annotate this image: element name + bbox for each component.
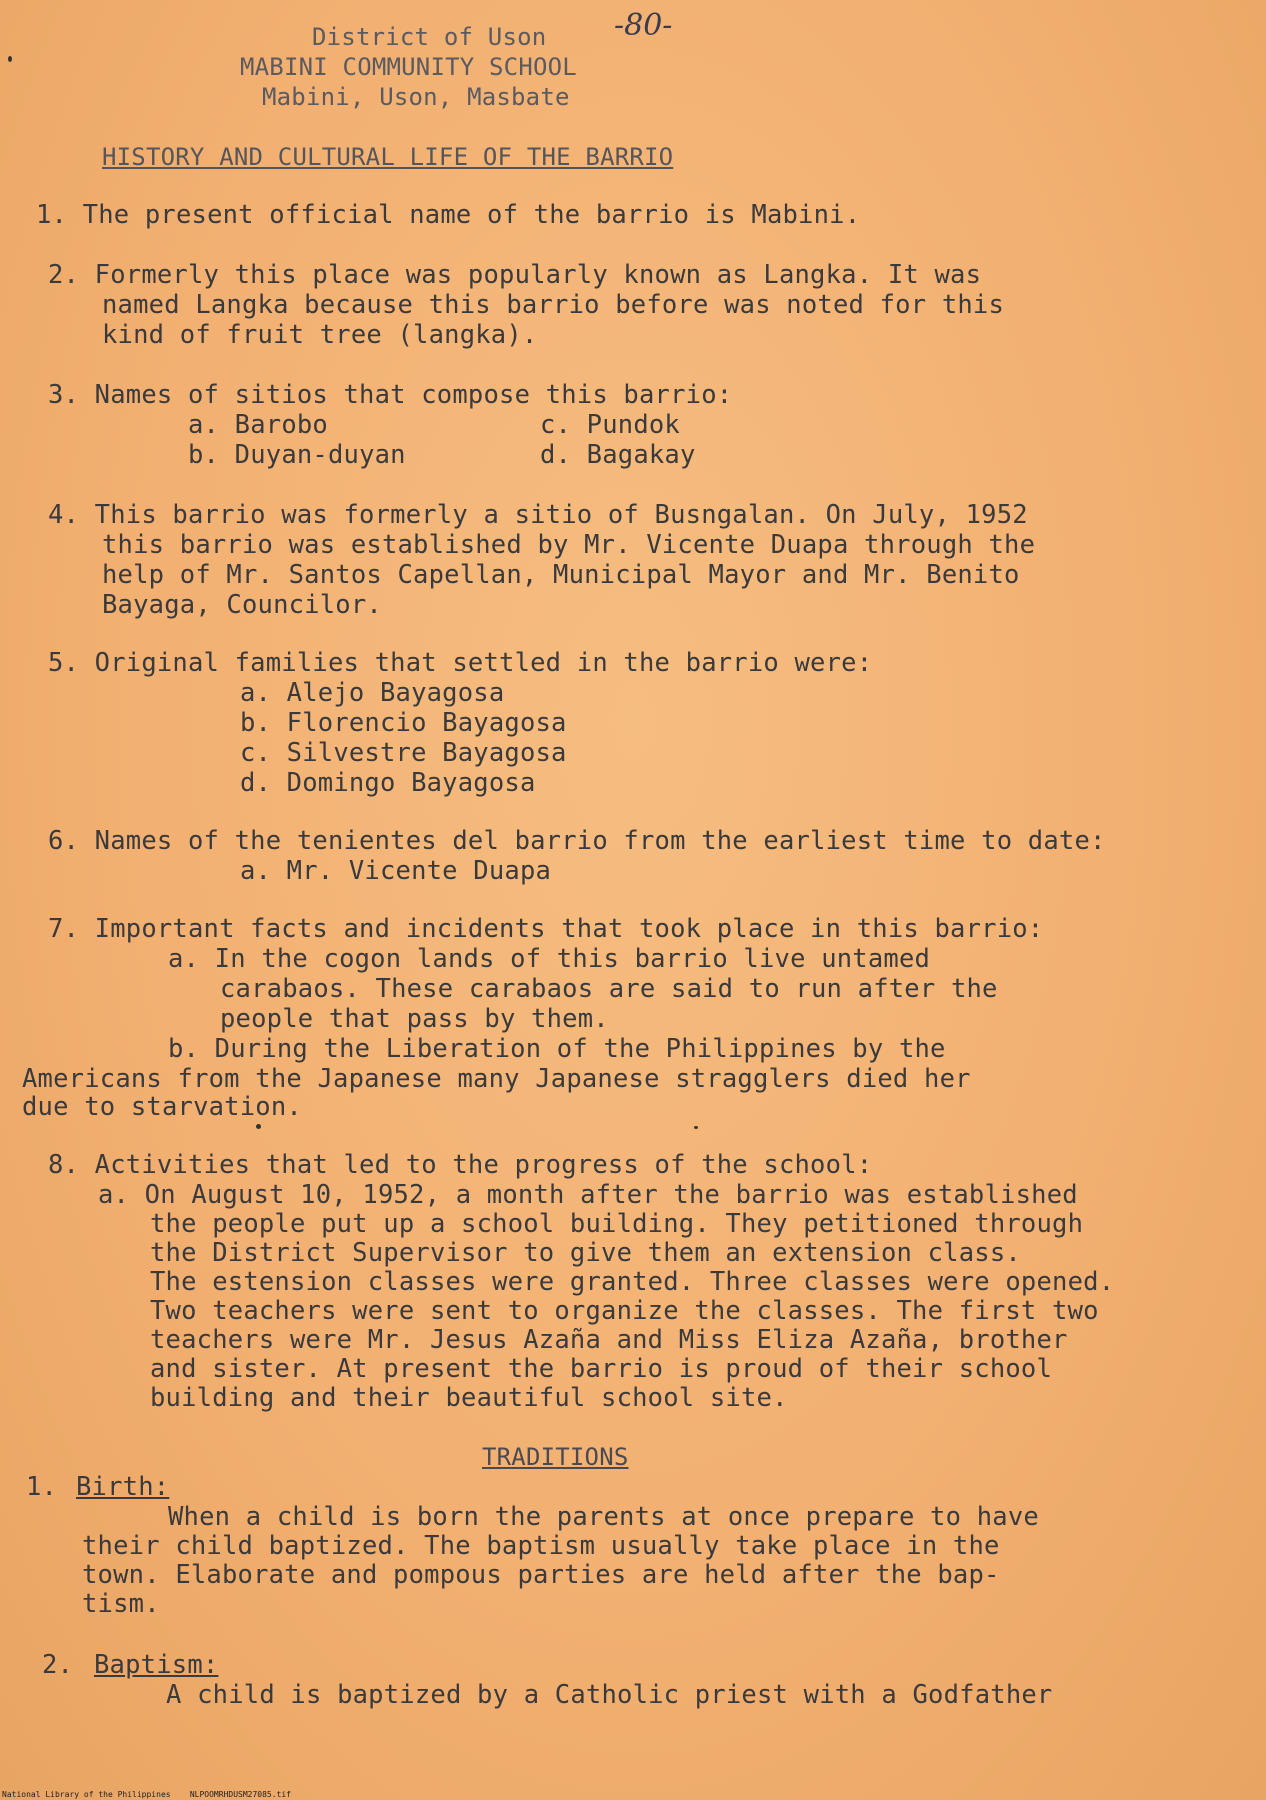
document-title: HISTORY AND CULTURAL LIFE OF THE BARRIO (102, 143, 674, 171)
birth-number: 1. (26, 1472, 58, 1502)
activity-line-6: teachers were Mr. Jesus Azaña and Miss Eliza Azaña, brother (150, 1325, 1068, 1355)
family-b: b. Florencio Bayagosa (240, 708, 567, 738)
item-2-line-1: 2. Formerly this place was popularly known as Langka. It was (48, 260, 982, 290)
activity-line-8: building and their beautiful school site. (150, 1383, 788, 1413)
sitio-a: a. Barobo (188, 410, 328, 440)
family-a: a. Alejo Bayagosa (240, 678, 505, 708)
page-number: -80- (614, 8, 673, 43)
teniente-a: a. Mr. Vicente Duapa (240, 856, 552, 886)
activity-line-7: and sister. At present the barrio is proud of their school (150, 1354, 1053, 1384)
item-8-heading: 8. Activities that led to the progress of the school: (48, 1150, 873, 1180)
sitio-b: b. Duyan-duyan (188, 440, 406, 470)
item-6-heading: 6. Names of the tenientes del barrio from the earliest time to date: (48, 826, 1106, 856)
ink-speck (8, 56, 12, 62)
birth-line-3: town. Elaborate and pompous parties are held after the bap- (82, 1560, 1000, 1590)
ink-speck (256, 1124, 261, 1129)
item-3-heading: 3. Names of sitios that compose this barrio: (48, 380, 733, 410)
item-5-heading: 5. Original families that settled in the barrio were: (48, 648, 873, 678)
item-7-heading: 7. Important facts and incidents that took place in this barrio: (48, 914, 1044, 944)
baptism-number: 2. (42, 1650, 74, 1680)
birth-line-2: their child baptized. The baptism usually take place in the (82, 1531, 1000, 1561)
item-4-line-3: help of Mr. Santos Capellan, Municipal Mayor and Mr. Benito (102, 560, 1020, 590)
activity-line-4: The estension classes were granted. Three classes were opened. (150, 1267, 1115, 1297)
item-1: 1. The present official name of the barrio is Mabini. (36, 200, 861, 230)
activity-line-2: the people put up a school building. They petitioned through (150, 1209, 1084, 1239)
activity-line-3: the District Supervisor to give them an extension class. (150, 1238, 1021, 1268)
family-d: d. Domingo Bayagosa (240, 768, 536, 798)
item-4-line-1: 4. This barrio was formerly a sitio of Busngalan. On July, 1952 (48, 500, 1028, 530)
item-4-line-2: this barrio was established by Mr. Vicente Duapa through the (102, 530, 1036, 560)
ink-speck (694, 1126, 698, 1129)
incident-b-line-3: due to starvation. (22, 1092, 302, 1122)
baptism-line-1: A child is baptized by a Catholic priest with a Godfather (166, 1680, 1053, 1710)
item-4-line-4: Bayaga, Councilor. (102, 590, 382, 620)
sitio-c: c. Pundok (540, 410, 680, 440)
sitio-d: d. Bagakay (540, 440, 696, 470)
traditions-heading: TRADITIONS (482, 1443, 629, 1471)
school-name: MABINI COMMUNITY SCHOOL (240, 53, 577, 81)
birth-line-4: tism. (82, 1589, 160, 1619)
incident-a-line-3: people that pass by them. (220, 1004, 609, 1034)
incident-b-line-1: b. During the Liberation of the Philippines by the (168, 1034, 946, 1064)
incident-a-line-1: a. In the cogon lands of this barrio live untamed (168, 944, 931, 974)
incident-b-line-2: Americans from the Japanese many Japanese stragglers died her (22, 1064, 971, 1094)
birth-line-1: When a child is born the parents at once prepare to have (168, 1502, 1039, 1532)
school-location: Mabini, Uson, Masbate (262, 83, 570, 111)
item-2-line-2: named Langka because this barrio before was noted for this (102, 290, 1005, 320)
birth-label: Birth: (76, 1472, 170, 1502)
family-c: c. Silvestre Bayagosa (240, 738, 567, 768)
activity-line-1: a. On August 10, 1952, a month after the barrio was established (98, 1180, 1078, 1210)
incident-a-line-2: carabaos. These carabaos are said to run after the (220, 974, 998, 1004)
item-2-line-3: kind of fruit tree (langka). (102, 320, 538, 350)
baptism-label: Baptism: (94, 1650, 219, 1680)
archive-footer: National Library of the Philippines NLPOOMRHDUSM27085.tif (2, 1790, 291, 1799)
activity-line-5: Two teachers were sent to organize the classes. The first two (150, 1296, 1099, 1326)
district-heading: District of Uson (312, 23, 547, 51)
